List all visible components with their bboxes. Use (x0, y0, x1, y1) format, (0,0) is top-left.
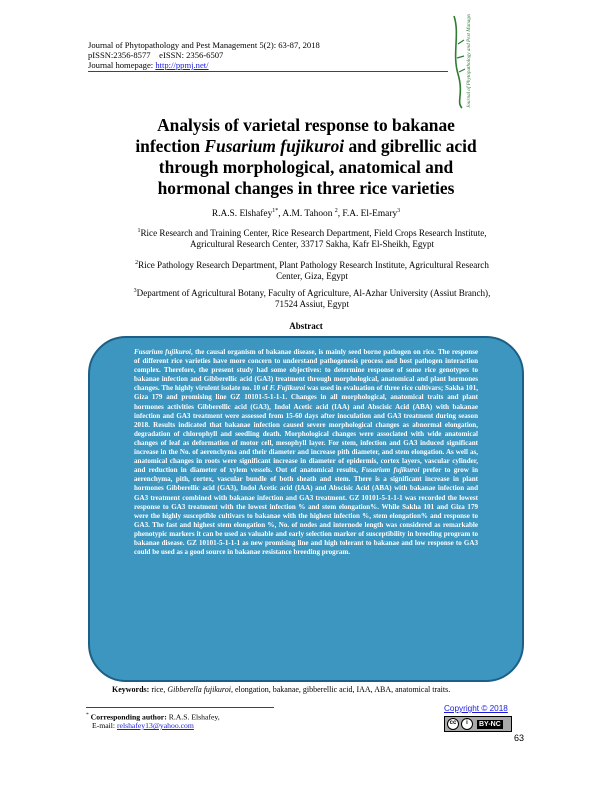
affiliation-2-line-1: Rice Pathology Research Department, Plant Pathology Research Institute, Agricultural Research (138, 260, 489, 271)
keywords-italic: Gibberella fujikuroi (167, 685, 231, 694)
journal-issn: pISSN:2356-8577 eISSN: 2356-6507 (88, 50, 224, 60)
abstract-italic-3: Fusarium fujikuroi (361, 466, 420, 475)
corr-sup: * (86, 712, 89, 718)
affiliation-3-line-1: Department of Agricultural Botany, Faculty of Agriculture, Al-Azhar University (Assiut Branch), (136, 288, 491, 299)
title-line-2 (60, 136, 552, 157)
title-line-4: hormonal changes in three rice varieties (157, 178, 455, 198)
email-link[interactable]: relshafey13@yahoo.com (116, 721, 194, 730)
keywords-pre: rice, (149, 685, 168, 694)
affiliation-1 (112, 226, 512, 250)
affiliation-3 (112, 286, 512, 310)
title-line-2-italic: Fusarium fujikuroi (204, 136, 345, 156)
affiliation-3-sup: 3 (133, 288, 137, 294)
homepage-link[interactable]: http://ppmj.net/ (155, 60, 209, 70)
author-1: R.A.S. Elshafey (211, 209, 273, 220)
abstract-part-1: , the causal organism of bakanae disease, is mainly seed borne pathogen on rice. The response of different rice varieties have more concern to understand pathogenesis process and host pathogen interaction complex. Therefore, the present study had some objectives: to determine response of some rice genotypes to bakanae infection and Gibberellic acid (GA3) treatment through morphological, anatomical and plant hormones changes. The highly virulent isolate no. 10 of (134, 348, 478, 393)
title-line-2-post: and gibrellic acid (344, 136, 477, 156)
email-label: E-mail: (92, 721, 117, 730)
author-2-sup: 2 (334, 208, 338, 214)
affiliation-1-line-1: Rice Research and Training Center, Rice Research Department, Field Crops Research Institute, (140, 228, 487, 239)
author-2: , A.M. Tahoon (278, 209, 335, 220)
keywords-post: , elongation, bakanae, gibberellic acid, IAA, ABA, anatomical traits. (230, 685, 451, 694)
header-divider (88, 71, 448, 72)
logo-text: Journal of Phytopathology and Pest Management (466, 14, 472, 108)
corresponding-email (92, 721, 194, 731)
title-line-3: through morphological, anatomical and (158, 157, 454, 177)
license-text: BY-NC (479, 720, 501, 728)
paper-title (60, 115, 552, 199)
affiliation-1-line-2: Agricultural Research Center, 33717 Sakha, Kafr El-Sheikh, Egypt (189, 239, 435, 250)
keywords-label: Keywords: (112, 685, 150, 694)
journal-citation: Journal of Phytopathology and Pest Management 5(2): 63-87, 2018 (88, 40, 320, 50)
affiliation-1-sup: 1 (137, 228, 141, 234)
cc-license-badge[interactable] (444, 716, 512, 732)
abstract-text (134, 348, 478, 557)
journal-logo (450, 14, 478, 110)
affiliation-3-line-2: 71524 Assiut, Egypt (274, 299, 350, 310)
affiliation-2 (112, 258, 512, 282)
journal-homepage (88, 60, 209, 70)
footnote-divider (86, 707, 274, 708)
abstract-italic-2: F. Fujikuroi (269, 384, 306, 393)
journal-logo-icon (450, 14, 478, 110)
author-list (60, 208, 552, 219)
title-line-2-pre: infection (135, 136, 205, 156)
title-line-1: Analysis of varietal response to bakanae (157, 115, 455, 135)
author-1-sup: 1* (272, 208, 279, 214)
corr-label: Corresponding author: (90, 712, 167, 722)
homepage-label: Journal homepage: (88, 60, 156, 70)
affiliation-2-line-2: Center, Giza, Egypt (276, 271, 348, 282)
corr-name: R.A.S. Elshafey, (166, 712, 220, 722)
abstract-part-3: prefer to grow in aerenchyma, pith, cortex, vascular bundle of both sheath and stem. There is a significant increase in plant hormones Gibberellic acid (GA3), Indol Acetic acid (IAA) and Abscisic Acid (ABA) with bakanae infection and GA3 treatment combined with bakanae infection and GA3 treatment. GZ 10101-5-1-1-1 was recorded the lowest response to GA3 treatment with the lowest infection % and stem elongation%. While Sakha 101 and Giza 179 were the highly susceptible cultivars to bakanae with the highest infection %, stem elongation% and response to GA3. The fast and highest stem elongation %, No. of nodes and internode length was considered as remarkable phenotypic markers it can be used as valuable and early selection marker of susceptibility in breeding program to bakanae disease. GZ 10101-5-1-1-1 as new promising line and high tolerant to bakanae and low response to GA3 could be used as a good source in bakanae resistance breeding program. (134, 466, 479, 557)
abstract-italic-1: Fusarium fujikuroi (134, 348, 192, 356)
cc-icon: cc (447, 718, 459, 730)
author-3-sup: 3 (397, 208, 401, 214)
attribution-person-icon: i (461, 718, 473, 730)
copyright-link[interactable]: Copyright © 2018 (444, 704, 508, 713)
abstract-heading: Abstract (289, 321, 323, 331)
page-number: 63 (514, 733, 525, 743)
abstract-part-2: was used in evaluation of three rice cultivars; Sakha 101, Giza 179 and promising line GZ 10101-5-1-1-1. Changes in all morphological, anatomical traits and plant hormones activities Gibberellic acid (GA3), Indol Acetic acid (IAA) and Abscisic Acid (ABA) with bakanae infection and GA3 treatment were assessed from 15-60 days after inoculation and GA3 treatment during season 2018. Results indicated that bakanae infection caused severe morphological changes as abnormal elongation, degradation of chlorophyll and seedling death. Morphological changes were associated with wide anatomical changes of leaf as deformation of motor cell, mesophyll layer. For stem, infection and GA3 induced significant increase in the No. of aerenchyma and their diameter and increase pith diameter, and stem elongation. As well as, anatomical changes in roots were significant increase in diameter of epidermis, cortex layers, vascular cylinder, and reduction in diameter of xylem vessels. Out of anatomical results, (134, 384, 478, 475)
author-3: , F.A. El-Emary (337, 209, 398, 220)
affiliation-2-sup: 2 (135, 260, 139, 266)
keywords (112, 685, 532, 694)
